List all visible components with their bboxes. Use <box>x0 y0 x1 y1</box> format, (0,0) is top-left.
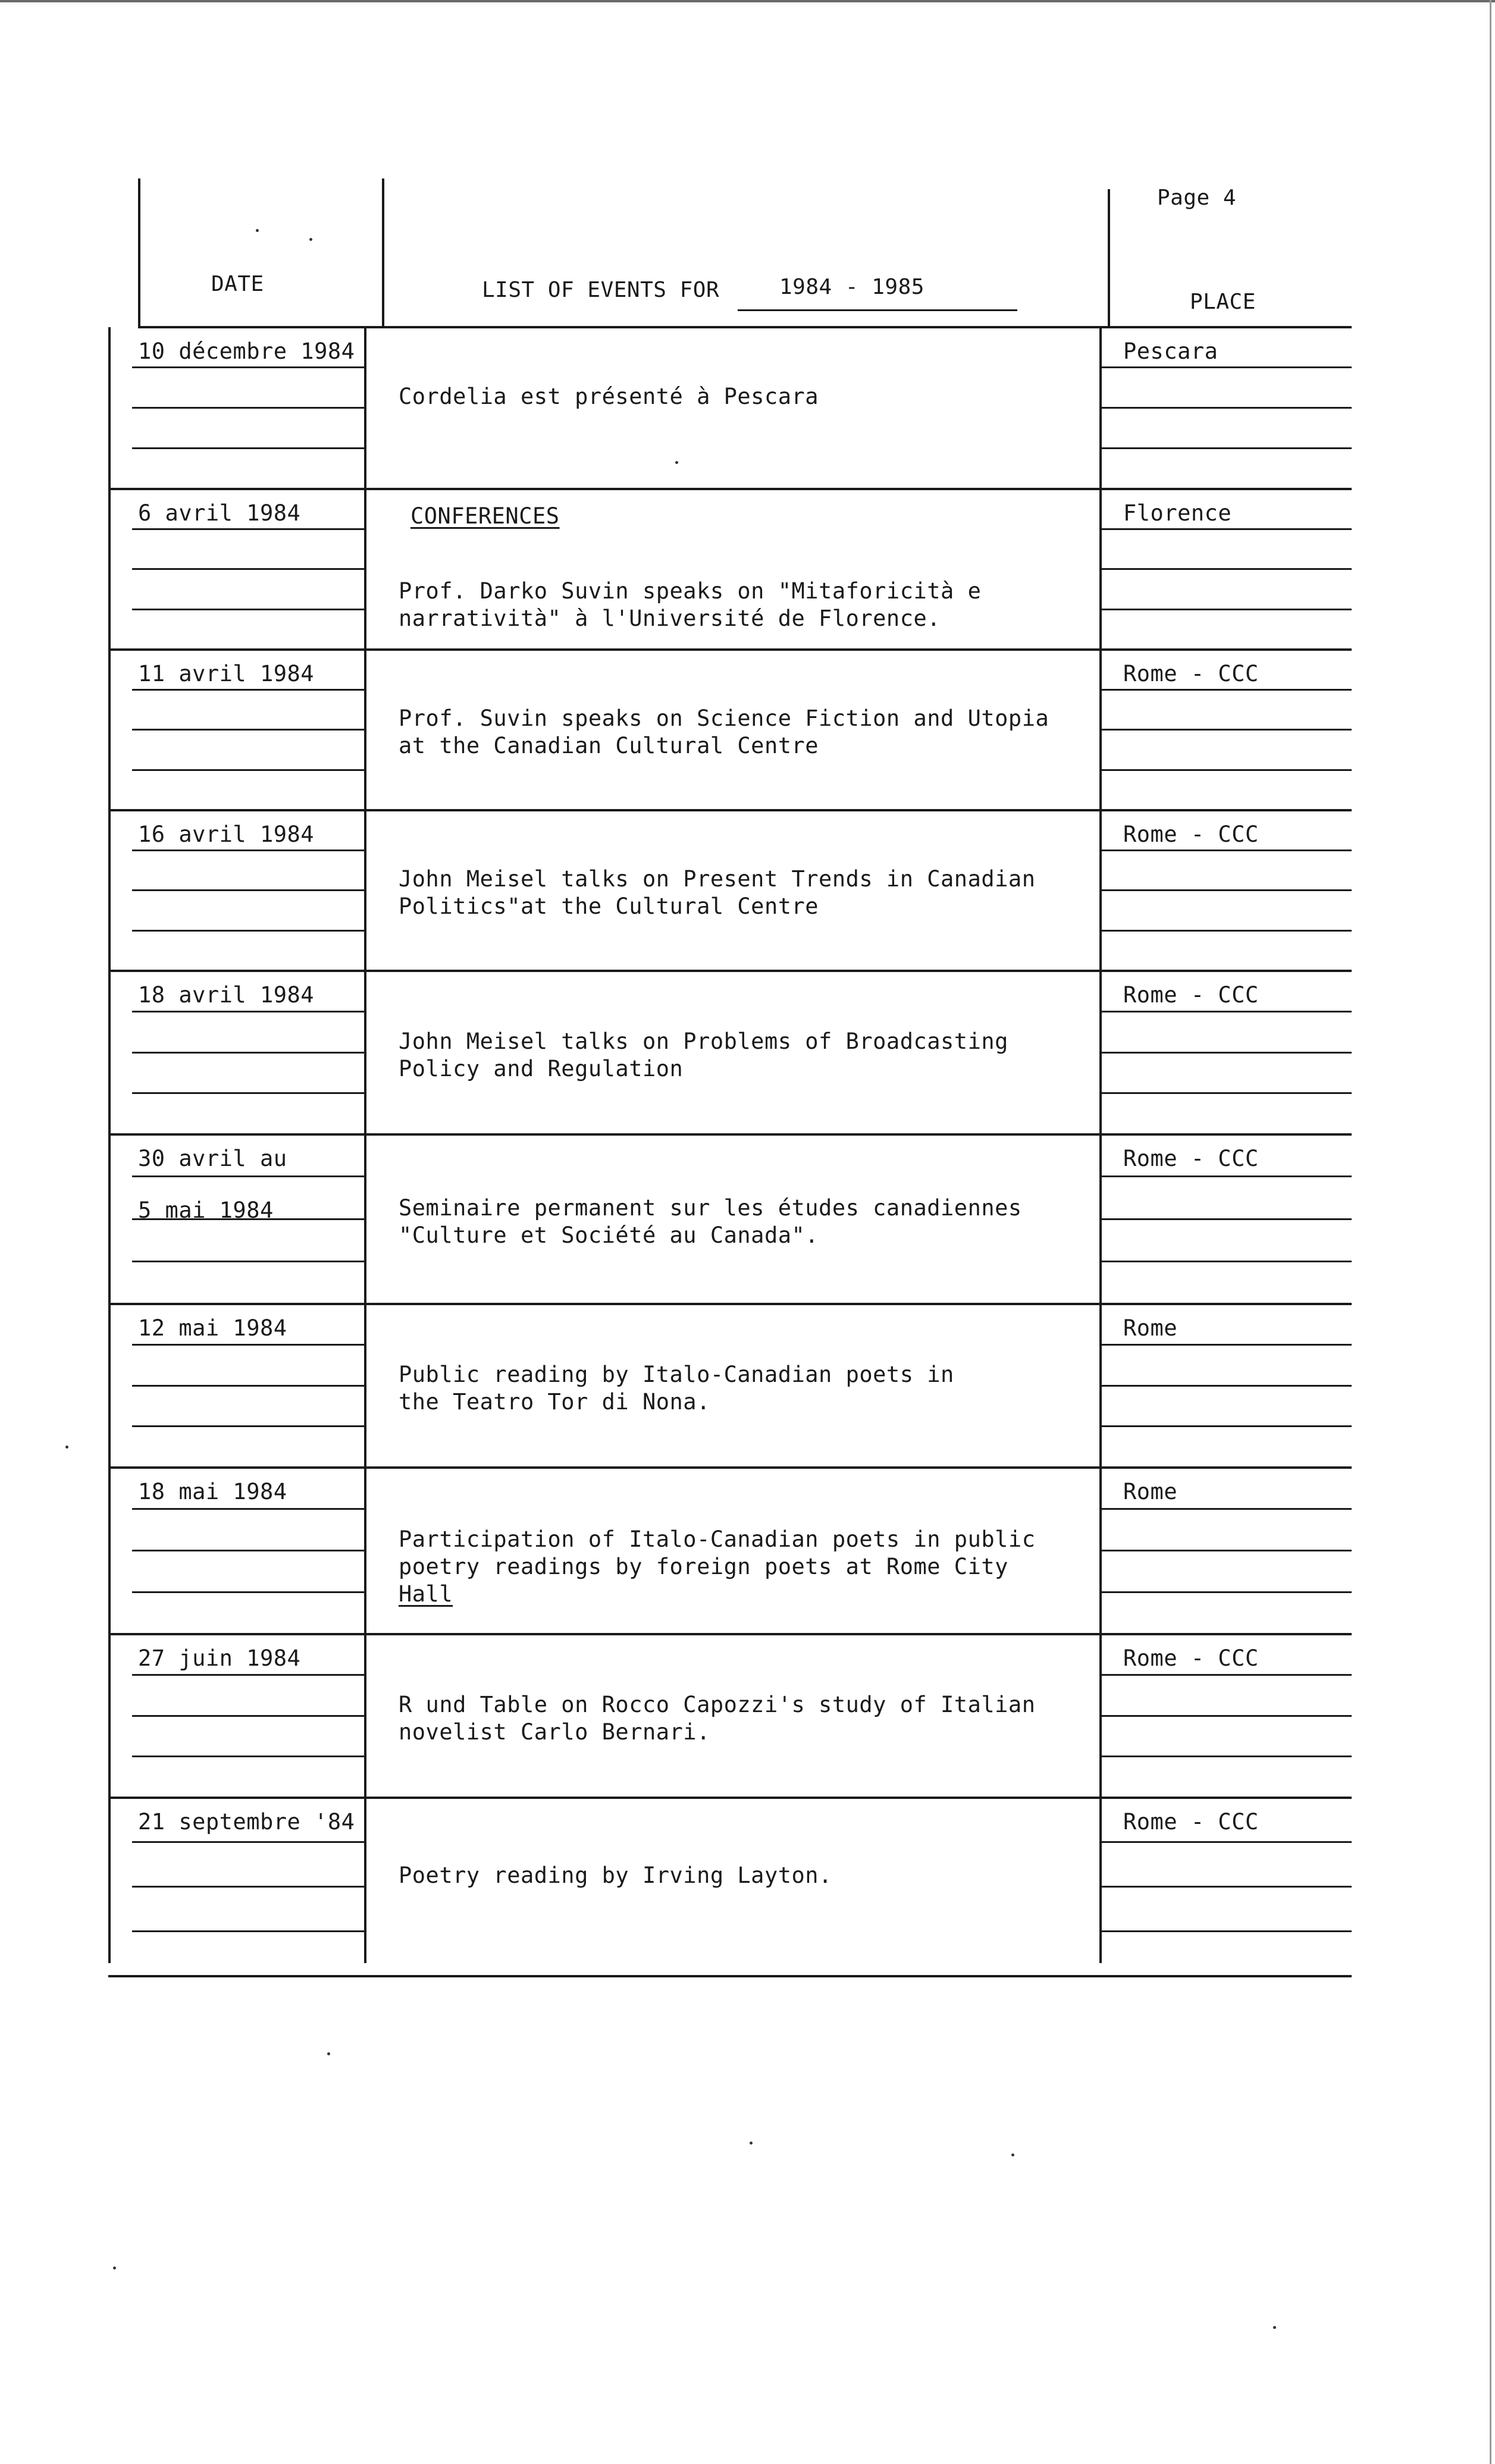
place-ruled-line <box>1099 769 1352 771</box>
place-ruled-line <box>1099 930 1352 932</box>
place-ruled-line <box>1099 889 1352 891</box>
place-ruled-line <box>1099 407 1352 409</box>
row-separator <box>108 1975 1352 1977</box>
row-separator <box>108 1633 1352 1635</box>
place-ruled-line <box>1099 1841 1352 1843</box>
date-ruled-line <box>132 769 364 771</box>
event-place: Florence <box>1123 500 1232 526</box>
page-edge <box>0 0 1495 2</box>
event-date: 18 mai 1984 <box>138 1479 287 1504</box>
row-separator <box>108 1466 1352 1469</box>
place-ruled-line <box>1099 366 1352 368</box>
date-ruled-line <box>132 1052 364 1054</box>
speck <box>65 1446 68 1449</box>
date-column-right-rule <box>382 178 384 327</box>
speck <box>1273 2326 1276 2329</box>
place-ruled-line <box>1099 729 1352 731</box>
date-ruled-line <box>132 1930 364 1932</box>
date-ruled-line <box>132 447 364 449</box>
place-ruled-line <box>1099 1052 1352 1054</box>
event-place: Rome - CCC <box>1123 661 1259 686</box>
date-ruled-line <box>132 1344 364 1346</box>
period-value: 1984 - 1985 <box>779 275 924 299</box>
date-ruled-line <box>132 1175 364 1177</box>
date-ruled-line <box>132 1755 364 1757</box>
event-description: Prof. Suvin speaks on Science Fiction and Utopia at the Canadian Cultural Centre <box>399 706 1049 758</box>
row-separator <box>108 1133 1352 1136</box>
date-ruled-line <box>132 1591 364 1593</box>
place-ruled-line <box>1099 1886 1352 1888</box>
speck <box>675 461 678 464</box>
date-ruled-line <box>132 889 364 891</box>
place-ruled-line <box>1099 568 1352 570</box>
event-date: 16 avril 1984 <box>138 822 315 847</box>
page-edge <box>1490 0 1491 2464</box>
event-description: R und Table on Rocco Capozzi's study of Italian novelist Carlo Bernari. <box>399 1692 1036 1745</box>
event-description: Public reading by Italo-Canadian poets in the Teatro Tor di Nona. <box>399 1362 954 1415</box>
place-ruled-line <box>1099 1344 1352 1346</box>
page-number: Page 4 <box>1157 186 1237 210</box>
date-ruled-line <box>132 568 364 570</box>
place-ruled-line <box>1099 609 1352 610</box>
speck <box>309 238 312 241</box>
date-column-right-rule <box>364 327 366 1963</box>
date-ruled-line <box>132 528 364 530</box>
event-place: Rome - CCC <box>1123 1809 1259 1835</box>
list-title: LIST OF EVENTS FOR <box>482 278 720 302</box>
event-date: 11 avril 1984 <box>138 661 315 686</box>
event-description: Seminaire permanent sur les études canadiennes "Culture et Société au Canada". <box>399 1195 1022 1248</box>
date-ruled-line <box>132 849 364 851</box>
event-place: Rome <box>1123 1315 1178 1341</box>
event-place: Rome - CCC <box>1123 982 1259 1008</box>
row-separator <box>108 1303 1352 1305</box>
event-heading: CONFERENCES <box>410 503 560 529</box>
event-date: 12 mai 1984 <box>138 1315 287 1341</box>
event-description: John Meisel talks on Present Trends in Canadian Politics"at the Cultural Centre <box>399 866 1036 919</box>
event-place: Rome - CCC <box>1123 822 1259 847</box>
row-separator <box>108 809 1352 811</box>
place-ruled-line <box>1099 1550 1352 1551</box>
place-ruled-line <box>1099 1261 1352 1262</box>
event-date-end: 5 mai 1984 <box>138 1197 274 1223</box>
place-column-header: PLACE <box>1190 290 1256 314</box>
row-separator <box>108 488 1352 490</box>
place-ruled-line <box>1099 528 1352 530</box>
date-ruled-line <box>132 1092 364 1094</box>
date-ruled-line <box>132 1550 364 1551</box>
date-column-header: DATE <box>211 272 264 296</box>
event-date: 10 décembre 1984 <box>138 338 355 364</box>
speck <box>750 2142 753 2145</box>
place-ruled-line <box>1099 1011 1352 1012</box>
place-ruled-line <box>1099 1715 1352 1717</box>
place-ruled-line <box>1099 1755 1352 1757</box>
date-ruled-line <box>132 930 364 932</box>
event-date: 6 avril 1984 <box>138 500 301 526</box>
speck <box>1011 2153 1014 2156</box>
date-ruled-line <box>132 1886 364 1888</box>
period-underline <box>738 309 1017 311</box>
date-column-left-rule <box>108 327 111 1963</box>
event-description: John Meisel talks on Problems of Broadcasting Policy and Regulation <box>399 1029 1008 1081</box>
event-place: Pescara <box>1123 338 1218 364</box>
event-date: 21 septembre '84 <box>138 1809 355 1835</box>
event-date: 18 avril 1984 <box>138 982 315 1008</box>
date-ruled-line <box>132 407 364 409</box>
place-column-left-rule <box>1099 327 1102 1963</box>
place-ruled-line <box>1099 1591 1352 1593</box>
date-ruled-line <box>132 609 364 610</box>
date-ruled-line <box>132 1385 364 1387</box>
event-description-end: Hall <box>399 1581 453 1607</box>
place-ruled-line <box>1099 849 1352 851</box>
row-separator <box>108 648 1352 651</box>
date-ruled-line <box>132 1261 364 1262</box>
date-ruled-line <box>132 1715 364 1717</box>
speck <box>113 2266 116 2269</box>
place-column-left-rule <box>1108 189 1110 327</box>
event-date: 30 avril au <box>138 1146 287 1171</box>
place-ruled-line <box>1099 1092 1352 1094</box>
place-ruled-line <box>1099 1218 1352 1220</box>
place-ruled-line <box>1099 447 1352 449</box>
event-description: Poetry reading by Irving Layton. <box>399 1863 832 1888</box>
place-ruled-line <box>1099 1674 1352 1676</box>
header-separator <box>138 326 1352 328</box>
event-place: Rome - CCC <box>1123 1645 1259 1671</box>
speck <box>256 229 259 232</box>
date-ruled-line <box>132 366 364 368</box>
place-ruled-line <box>1099 1425 1352 1427</box>
event-description: Prof. Darko Suvin speaks on "Mitaforicità e narratività" à l'Université de Florence. <box>399 578 982 631</box>
date-ruled-line <box>132 1674 364 1676</box>
date-ruled-line <box>132 1508 364 1510</box>
date-ruled-line <box>132 1011 364 1012</box>
event-description: Cordelia est présenté à Pescara <box>399 384 819 409</box>
place-ruled-line <box>1099 689 1352 691</box>
date-ruled-line <box>132 729 364 731</box>
place-ruled-line <box>1099 1930 1352 1932</box>
date-ruled-line <box>132 1425 364 1427</box>
row-separator <box>108 1797 1352 1799</box>
date-ruled-line <box>132 1841 364 1843</box>
event-date: 27 juin 1984 <box>138 1645 301 1671</box>
place-ruled-line <box>1099 1175 1352 1177</box>
speck <box>327 2052 330 2055</box>
row-separator <box>108 970 1352 972</box>
event-place: Rome - CCC <box>1123 1146 1259 1171</box>
event-place: Rome <box>1123 1479 1178 1504</box>
place-ruled-line <box>1099 1508 1352 1510</box>
event-description: Participation of Italo-Canadian poets in public poetry readings by foreign poets at Rome City <box>399 1526 1036 1579</box>
date-ruled-line <box>132 689 364 691</box>
date-column-left-rule <box>138 178 140 327</box>
place-ruled-line <box>1099 1385 1352 1387</box>
